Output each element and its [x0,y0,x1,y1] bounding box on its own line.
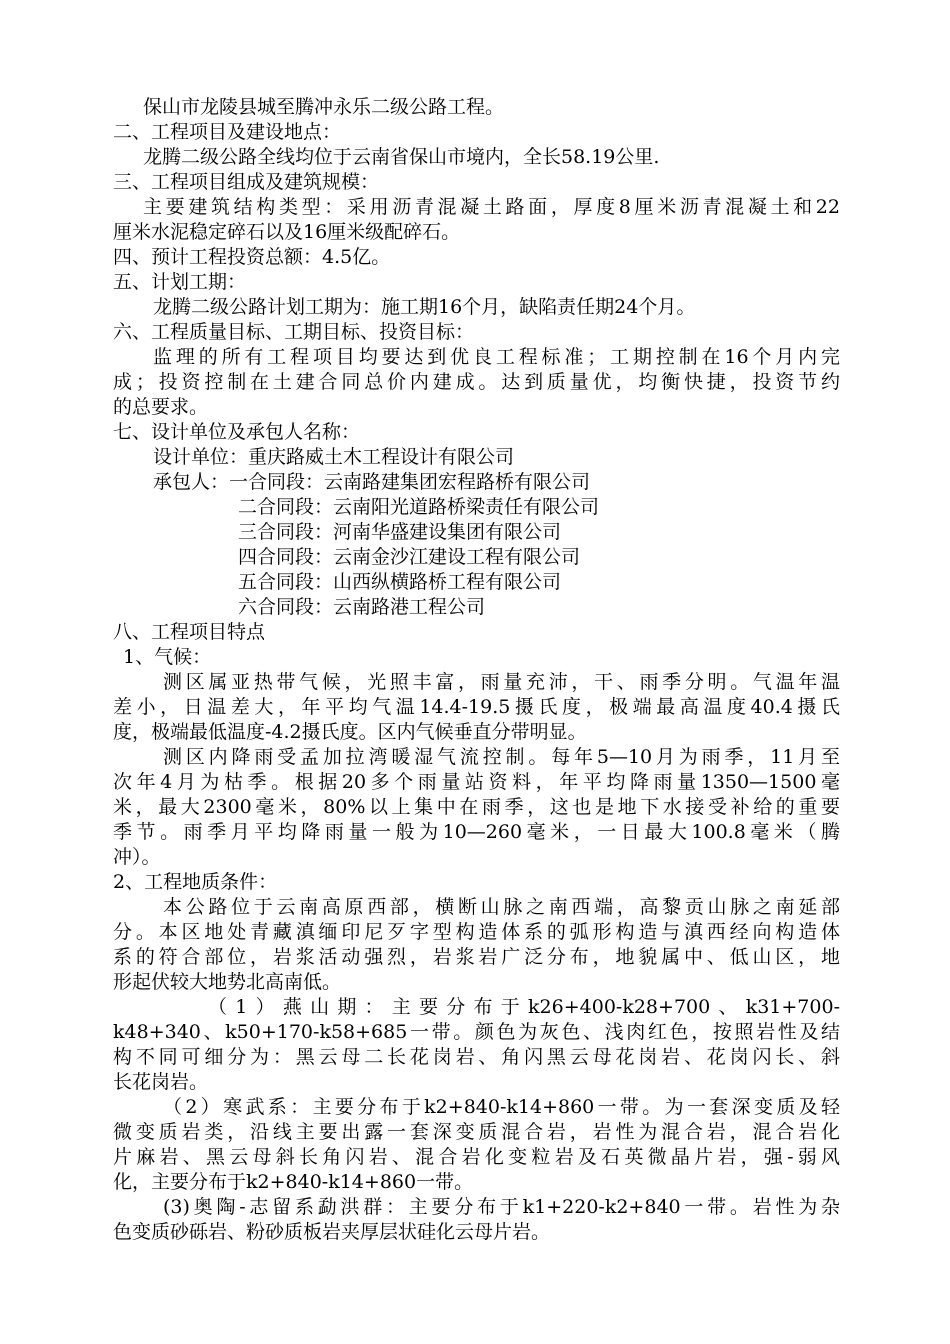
text-line: 差小，日温差大，年平均气温14.4-19.5摄氏度，极端最高温度40.4摄氏 [113,696,840,718]
subsection-heading: 1、气候： [123,646,212,668]
text-line: 米，最大2300毫米，80%以上集中在雨季，这也是地下水接受补给的重要 [113,796,840,818]
text-line: 片麻岩、黑云母斜长角闪岩、混合岩化变粒岩及石英微晶片岩，强-弱风 [113,1146,840,1168]
text-line: 四合同段：云南金沙江建设工程有限公司 [238,546,581,568]
section-heading: 四、预计工程投资总额：4.5亿。 [113,246,391,268]
text-line: 设计单位：重庆路威土木工程设计有限公司 [153,446,515,468]
text-line: 六合同段：云南路港工程公司 [238,596,486,618]
text-line: 形起伏较大地势北高南低。 [113,971,342,993]
text-line: 色变质砂砾岩、粉砂质板岩夹厚层状硅化云母片岩。 [113,1221,551,1243]
section-heading: 五、计划工期： [113,271,247,293]
section-heading: 二、工程项目及建设地点： [113,121,342,143]
text-line: 度，极端最低温度-4.2摄氏度。区内气候垂直分带明显。 [113,721,587,743]
section-heading: 六、工程质量目标、工期目标、投资目标： [113,321,475,343]
text-line: (3)奥陶-志留系勐洪群：主要分布于k1+220-k2+840一带。岩性为杂 [163,1196,840,1218]
text-line: （1）燕山期：主要分布于k26+400-k28+700、k31+700- [208,996,840,1018]
text-line: 龙腾二级公路计划工期为：施工期16个月，缺陷责任期24个月。 [153,296,696,318]
text-line: 分。本区地处青藏滇缅印尼歹字型构造体系的弧形构造与滇西经向构造体 [113,921,840,943]
text-line: k48+340、k50+170-k58+685一带。颜色为灰色、浅肉红色，按照岩性及结 [113,1021,840,1043]
section-heading: 八、工程项目特点 [113,621,266,643]
text-line: 系的符合部位，岩浆活动强烈，岩浆岩广泛分布，地貌属中、低山区，地 [113,946,840,968]
document-page [113,95,840,1245]
text-line: （2）寒武系：主要分布于k2+840-k14+860一带。为一套深变质及轻 [163,1096,840,1118]
text-line: 次年4月为枯季。根据20多个雨量站资料，年平均降雨量1350—1500毫 [113,771,840,793]
text-line: 承包人：一合同段：云南路建集团宏程路桥有限公司 [153,471,591,493]
text-line: 五合同段：山西纵横路桥工程有限公司 [238,571,562,593]
text-line: 微变质岩类，沿线主要出露一套深变质混合岩，岩性为混合岩，混合岩化 [113,1121,840,1143]
text-line: 主要建筑结构类型：采用沥青混凝土路面，厚度8厘米沥青混凝土和22 [143,196,840,218]
text-line: 厘米水泥稳定碎石以及16厘米级配碎石。 [113,221,461,243]
text-line: 化，主要分布于k2+840-k14+860一带。 [113,1171,474,1193]
text-line: 三合同段：河南华盛建设集团有限公司 [238,521,562,543]
text-line: 保山市龙陵县城至腾冲永乐二级公路工程。 [143,96,505,118]
text-line: 长花岗岩。 [113,1071,209,1093]
text-line: 构不同可细分为：黑云母二长花岗岩、角闪黑云母花岗岩、花岗闪长、斜 [113,1046,840,1068]
text-line: 监理的所有工程项目均要达到优良工程标准；工期控制在16个月内完 [153,346,840,368]
text-line: 本公路位于云南高原西部，横断山脉之南西端，高黎贡山脉之南延部 [163,896,840,918]
subsection-heading: 2、工程地质条件： [113,871,278,893]
text-line: 成；投资控制在土建合同总价内建成。达到质量优，均衡快捷，投资节约 [113,371,840,393]
text-line: 冲）。 [113,846,161,868]
text-line: 二合同段：云南阳光道路桥梁责任有限公司 [238,496,600,518]
section-heading: 三、工程项目组成及建筑规模： [113,171,380,193]
section-heading: 七、设计单位及承包人名称： [113,421,361,443]
text-line: 季节。雨季月平均降雨量一般为10—260毫米，一日最大100.8毫米（腾 [113,821,840,843]
text-line: 龙腾二级公路全线均位于云南省保山市境内，全长58.19公里. [143,146,660,168]
text-line: 测区属亚热带气候，光照丰富，雨量充沛，干、雨季分明。气温年温 [163,671,840,693]
text-line: 的总要求。 [113,396,209,418]
text-line: 测区内降雨受孟加拉湾暖湿气流控制。每年5—10月为雨季，11月至 [163,746,840,768]
